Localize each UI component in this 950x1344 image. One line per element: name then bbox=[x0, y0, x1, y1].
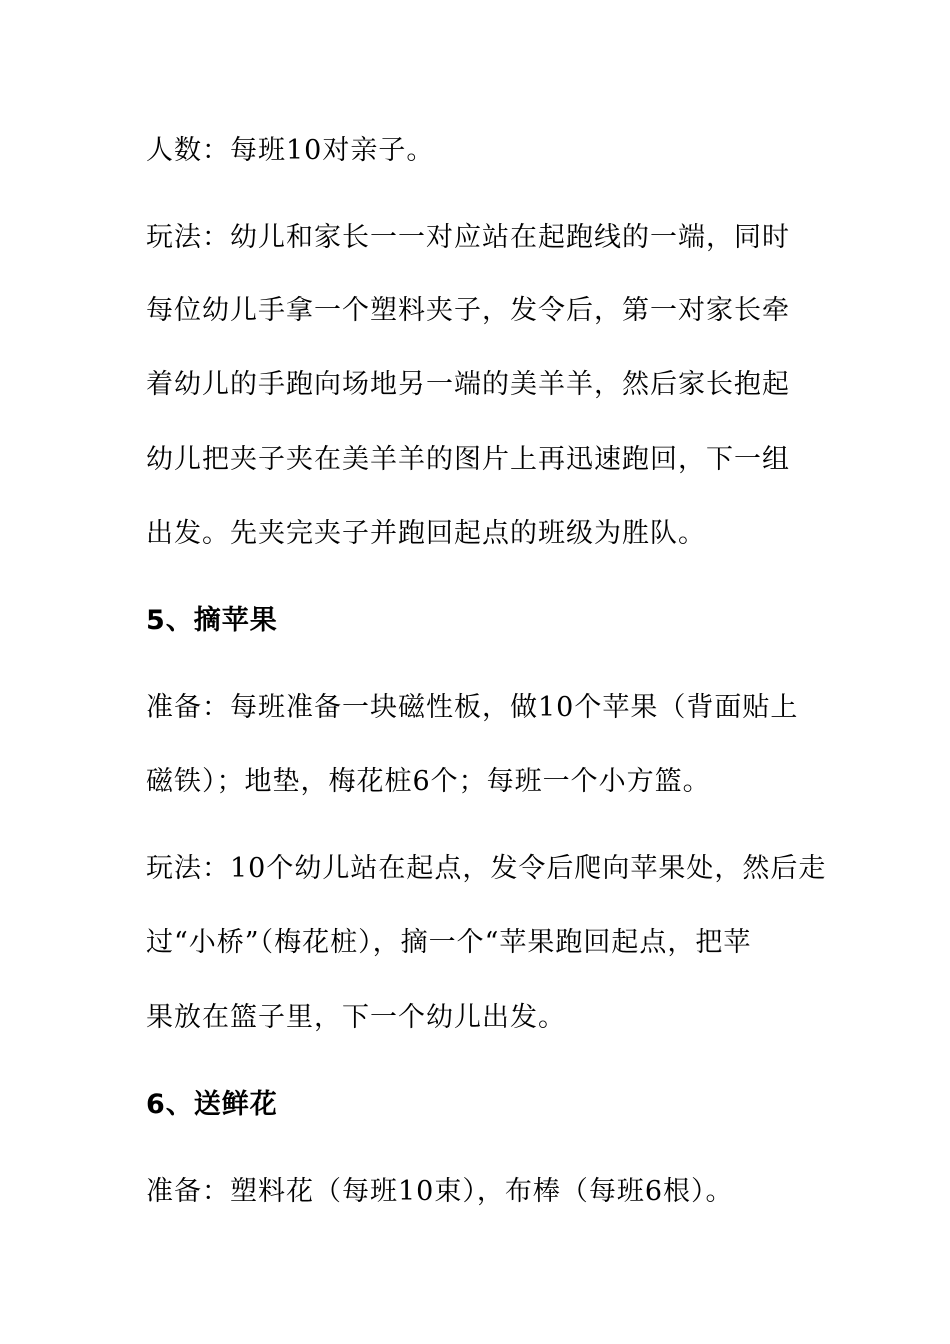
game6-prep-line-1: 准备：塑料花（每班10束），布棒（每班6根）。 bbox=[146, 1176, 734, 1207]
game4-rules-line-4: 幼儿把夹子夹在美羊羊的图片上再迅速跑回，下一组 bbox=[146, 444, 790, 475]
game4-rules-line-3: 着幼儿的手跑向场地另一端的美羊羊，然后家长抱起 bbox=[146, 369, 790, 400]
game4-rules-line-2: 每位幼儿手拿一个塑料夹子，发令后，第一对家长牵 bbox=[146, 295, 790, 326]
participants-line: 人数：每班10对亲子。 bbox=[146, 135, 435, 166]
game4-rules-line-1: 玩法：幼儿和家长一一对应站在起跑线的一端，同时 bbox=[146, 222, 790, 253]
game5-prep-line-2: 磁铁）；地垫，梅花桩6个；每班一个小方篮。 bbox=[146, 766, 711, 797]
section-heading-pick-apples: 5、摘苹果 bbox=[146, 605, 278, 636]
game5-rules-line-2: 过“小桥”（梅花桩），摘一个“苹果跑回起点，把苹 bbox=[146, 927, 752, 958]
section-heading-send-flowers: 6、送鲜花 bbox=[146, 1089, 278, 1120]
game5-rules-line-1: 玩法：10个幼儿站在起点，发令后爬向苹果处，然后走 bbox=[146, 853, 827, 884]
game5-rules-line-3: 果放在篮子里，下一个幼儿出发。 bbox=[146, 1002, 566, 1033]
game4-rules-line-5: 出发。先夹完夹子并跑回起点的班级为胜队。 bbox=[146, 518, 706, 549]
game5-prep-line-1: 准备：每班准备一块磁性板，做10个苹果（背面贴上 bbox=[146, 692, 799, 723]
